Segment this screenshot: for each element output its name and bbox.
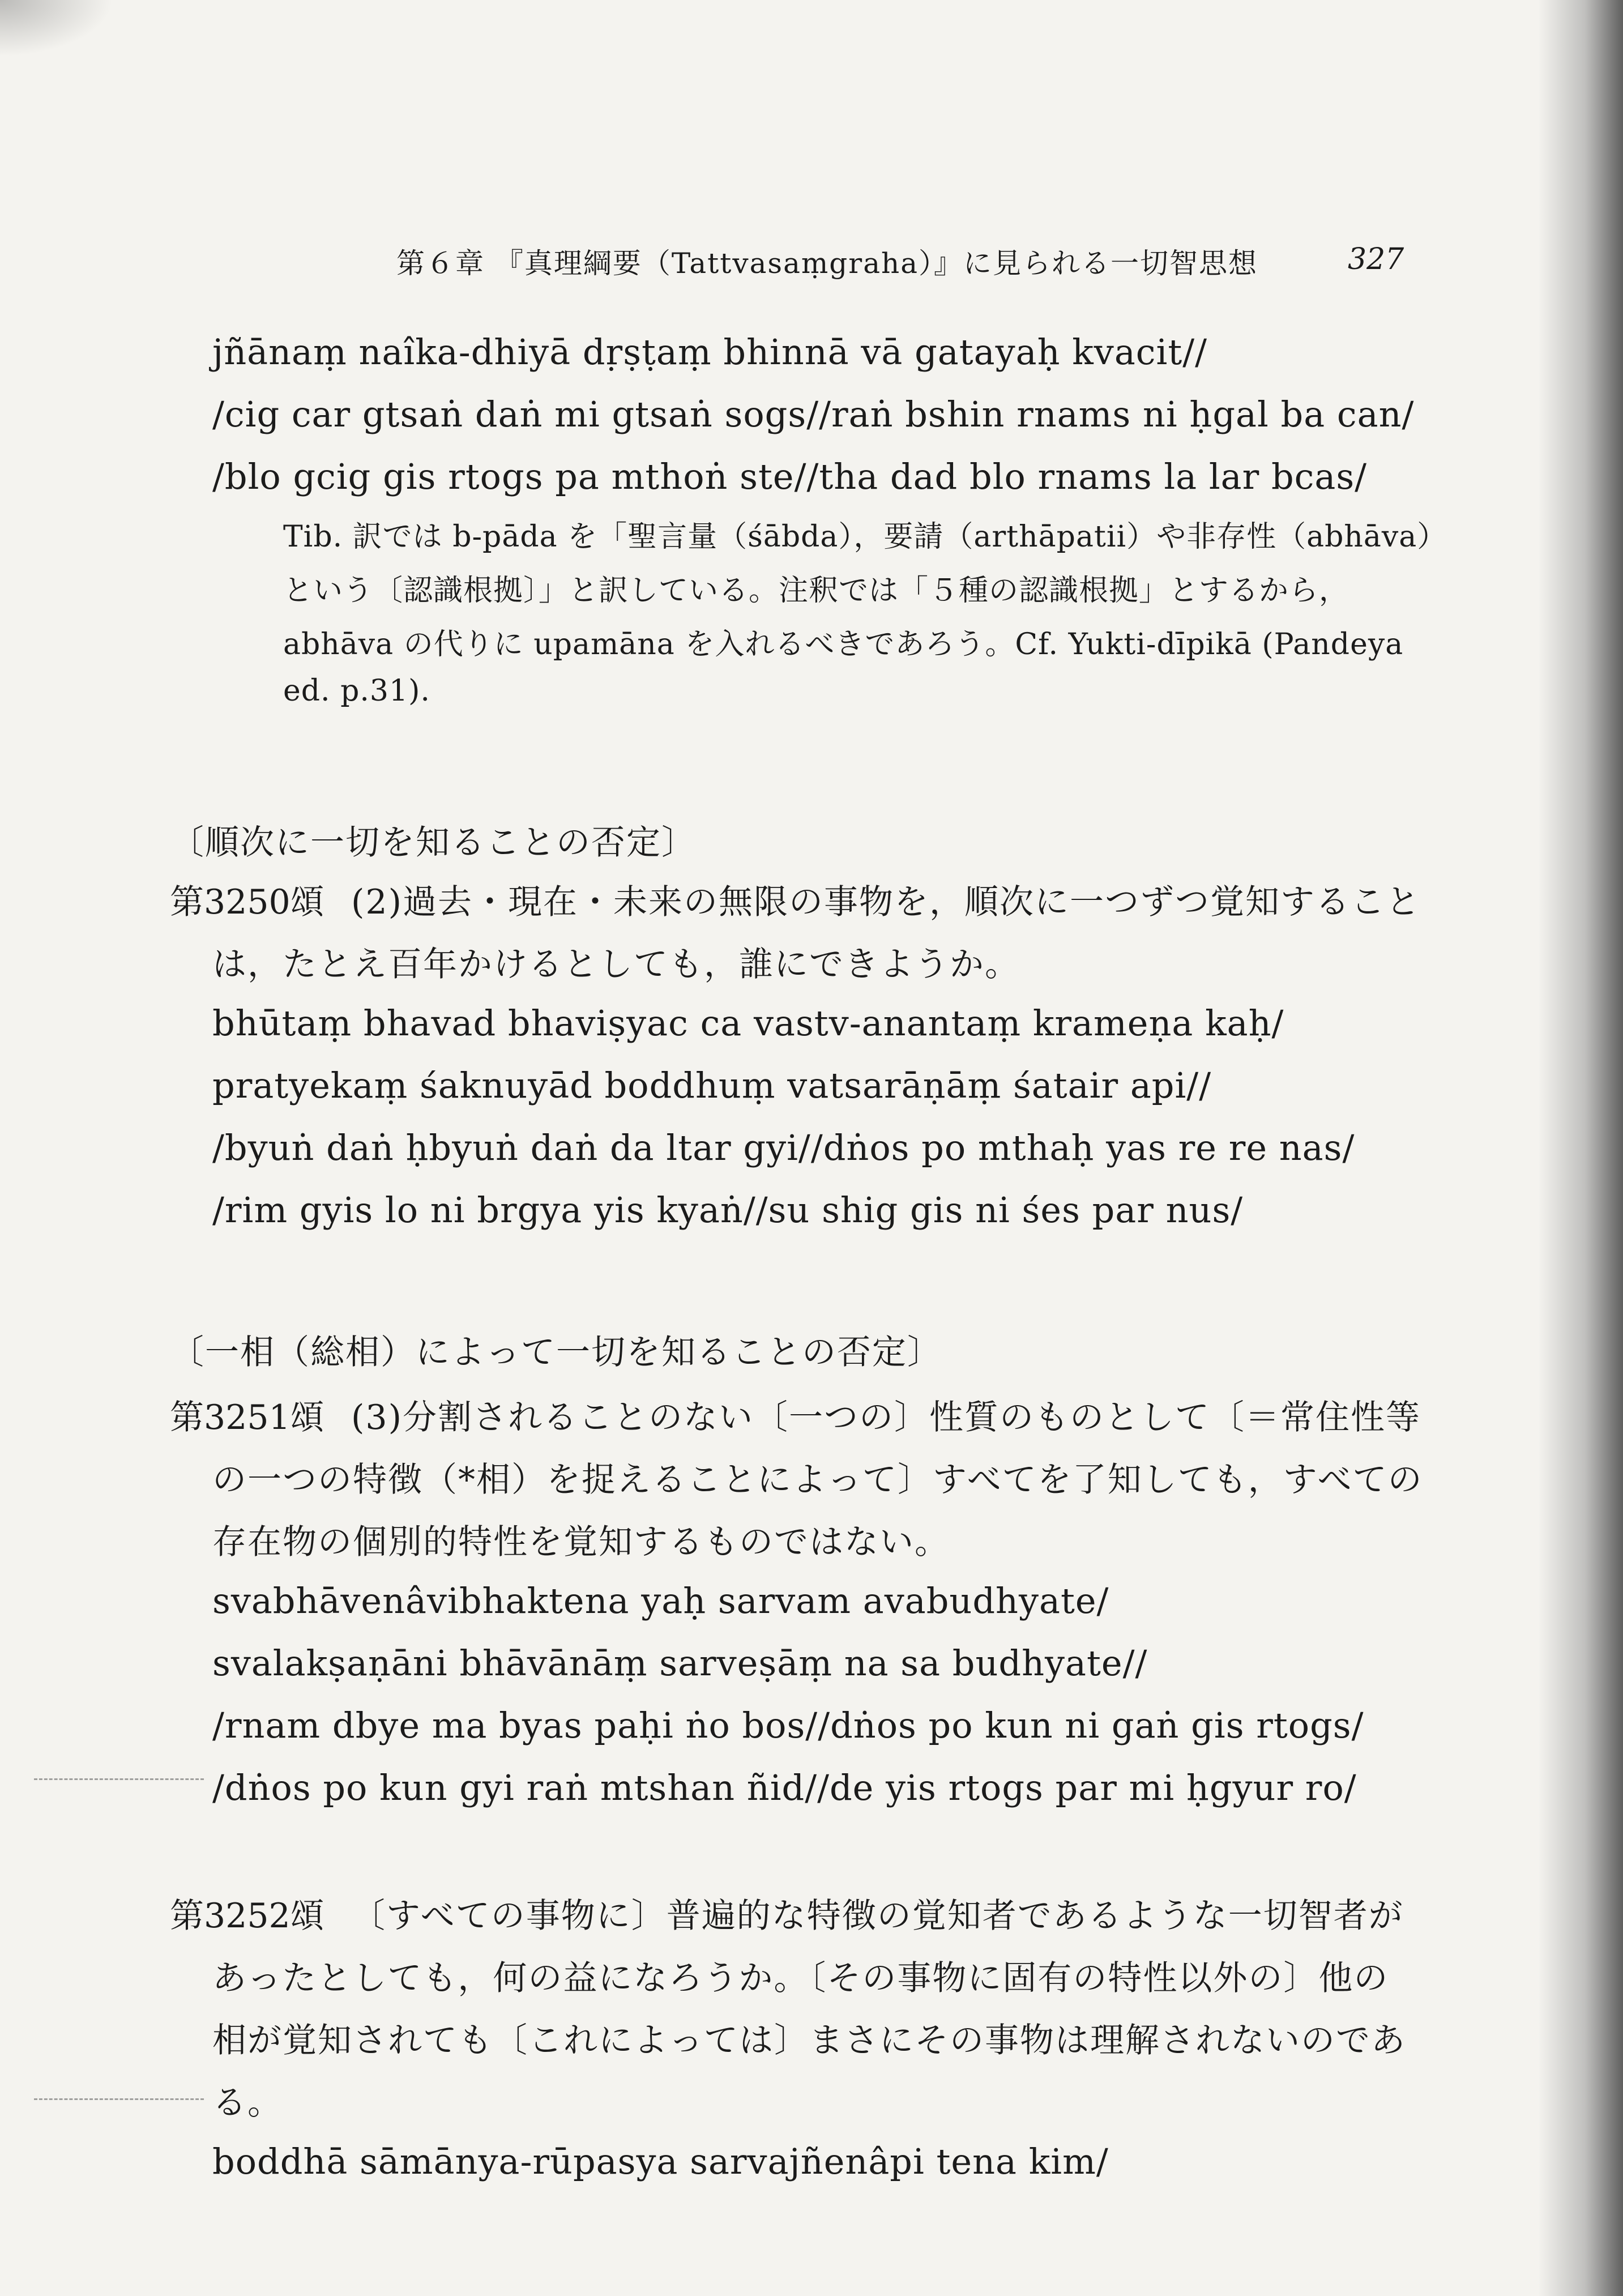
verse-tibetan-line: /dṅos po kun gyi raṅ mtshan ñid//de yis rtogs par mi ḥgyur ro/ <box>212 1767 1357 1808</box>
verse-tibetan-line: /rnam dbye ma byas paḥi ṅo bos//dṅos po kun ni gaṅ gis rtogs/ <box>212 1705 1364 1746</box>
verse-translation-line: (2)過去・現在・未来の無限の事物を，順次に一つずつ覚知すること <box>351 882 1421 922</box>
running-header: 第６章 『真理綱要（Tattvasaṃgraha）』に見られる一切智思想 <box>396 247 1258 280</box>
verse-translation-line: る。 <box>212 2083 283 2123</box>
verse-sanskrit-line: bhūtaṃ bhavad bhaviṣyac ca vastv-anantaṃ krameṇa kaḥ/ <box>212 1002 1284 1044</box>
scan-corner-shading <box>0 0 113 57</box>
verse-sanskrit-line: svalakṣaṇāni bhāvānāṃ sarveṣāṃ na sa budhyate// <box>212 1642 1148 1684</box>
verse-sanskrit-line: boddhā sāmānya-rūpasya sarvajñenâpi tena kim/ <box>212 2141 1109 2182</box>
verse-tibetan-line: /rim gyis lo ni brgya yis kyaṅ//su shig gis ni śes par nus/ <box>212 1189 1244 1231</box>
verse-tibetan-line: /cig car gtsaṅ daṅ mi gtsaṅ sogs//raṅ bshin rnams ni ḥgal ba can/ <box>212 394 1415 435</box>
verse-number: 第3252頌 <box>170 1896 324 1936</box>
verse-translation-line: 存在物の個別的特性を覚知するものではない。 <box>212 1522 950 1562</box>
verse-translation-line: 〔すべての事物に〕普遍的な特徴の覚知者であるような一切智者が <box>351 1896 1404 1936</box>
verse-translation-line: の一つの特徴（*相）を捉えることによって〕すべてを了知しても，すべての <box>212 1460 1423 1500</box>
verse-sanskrit-line: pratyekaṃ śaknuyād boddhuṃ vatsarāṇāṃ śatair api// <box>212 1065 1212 1106</box>
margin-dash-mark <box>34 1778 204 1780</box>
verse-number: 第3250頌 <box>170 882 324 922</box>
verse-translation-line: は，たとえ百年かけるとしても，誰にできようか。 <box>212 945 1020 984</box>
verse-number: 第3251頌 <box>170 1398 324 1437</box>
page-number: 327 <box>1348 242 1404 276</box>
section-heading: 〔一相（総相）によって一切を知ることの否定〕 <box>170 1333 942 1372</box>
verse-translation-line: あったとしても，何の益になろうか。〔その事物に固有の特性以外の〕他の <box>212 1958 1389 1998</box>
verse-tibetan-line: /byuṅ daṅ ḥbyuṅ daṅ da ltar gyi//dṅos po mthaḥ yas re re nas/ <box>212 1127 1355 1168</box>
margin-dash-mark <box>34 2098 204 2100</box>
verse-translation-line: 相が覚知されても〔これによっては〕まさにその事物は理解されないのであ <box>212 2021 1406 2060</box>
scan-edge-shadow <box>1538 0 1623 2296</box>
verse-tibetan-line: /blo gcig gis rtogs pa mthoṅ ste//tha dad blo rnams la lar bcas/ <box>212 456 1368 497</box>
verse-sanskrit-line: svabhāvenâvibhaktena yaḥ sarvam avabudhyate/ <box>212 1580 1109 1621</box>
verse-sanskrit-line: jñānaṃ naîka-dhiyā dṛṣṭaṃ bhinnā vā gatayaḥ kvacit// <box>212 331 1208 373</box>
verse-translation-line: (3)分割されることのない〔一つの〕性質のものとして〔＝常住性等 <box>351 1398 1421 1437</box>
footnote-line: abhāva の代りに upamāna を入れるべきであろう。Cf. Yukti-dīpikā (Pandeya <box>283 628 1404 662</box>
section-heading: 〔順次に一切を知ることの否定〕 <box>170 823 697 863</box>
footnote-line: Tib. 訳では b-pāda を「聖言量（śābda），要請（arthāpatii）や非存性（abhāva） <box>283 520 1447 554</box>
footnote-line: ed. p.31). <box>283 674 430 708</box>
footnote-line: という〔認識根拠〕」と訳している。注釈では「５種の認識根拠」とするから， <box>283 574 1349 608</box>
